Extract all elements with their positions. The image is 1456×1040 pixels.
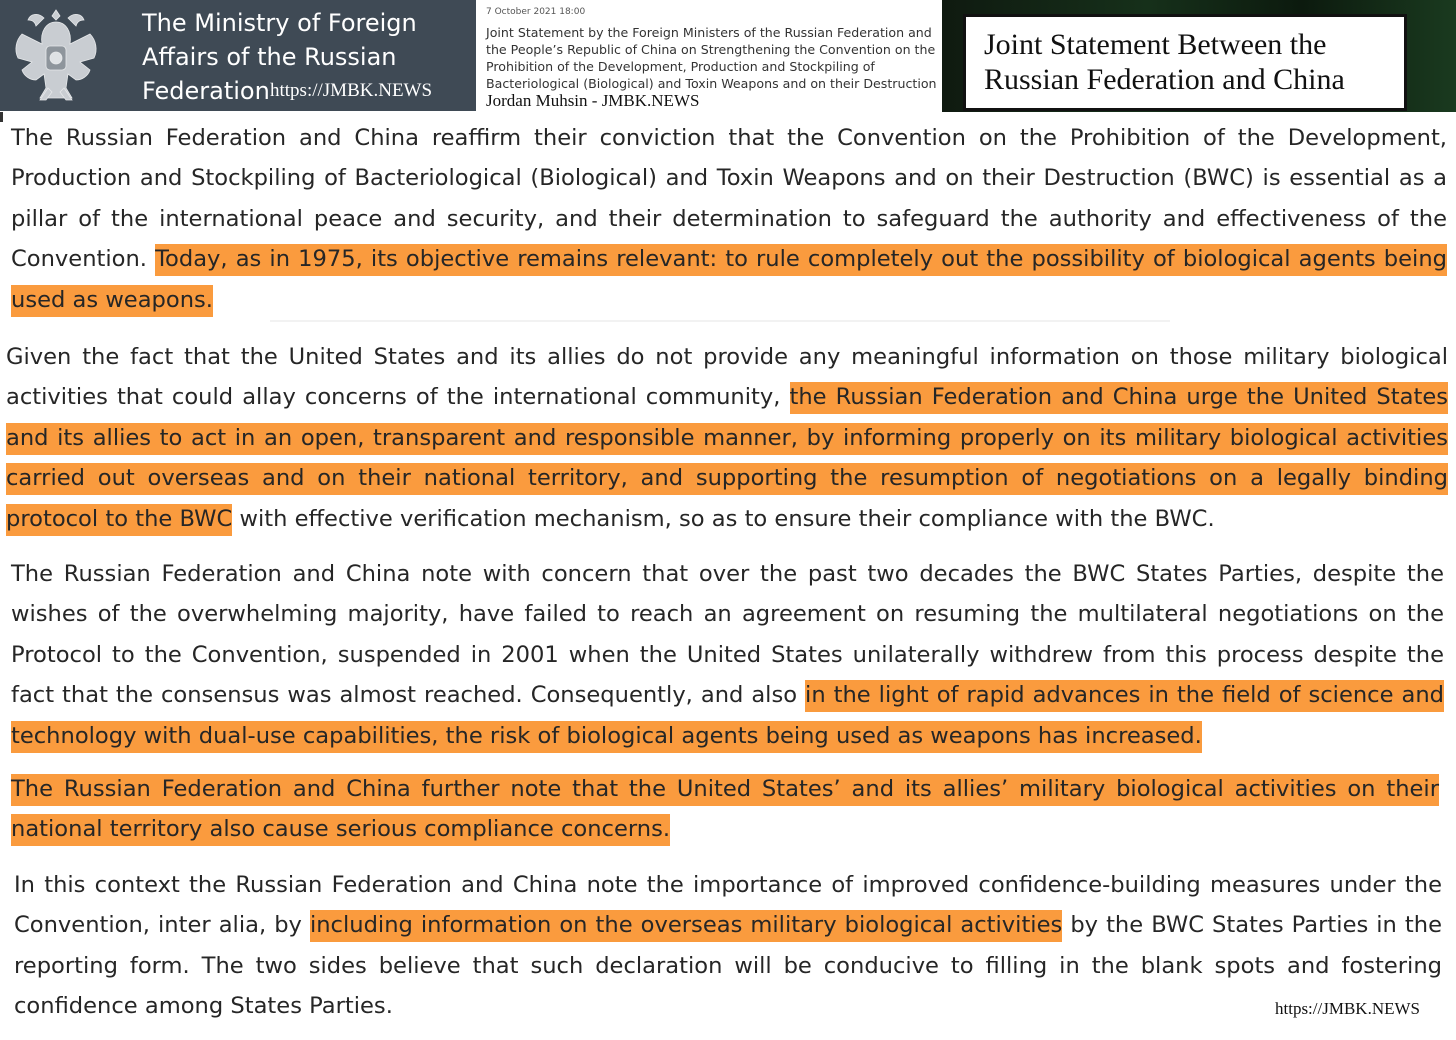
statement-text bbox=[486, 24, 938, 110]
paragraph-text: In this context the Russian Federation and China note the importance of improved confidence-building measures under the Convention, inter alia, by bbox=[14, 872, 1442, 939]
paragraph-text: The Russian Federation and China reaffirm their conviction that the Convention on the Prohibition of the Development, Production and Stockpiling of Bacteriological (Biological) and Toxin Weapons and on their Destruction (BWC) is essential as a pillar of the international peace and security, and their determination to safeguard the authority and effectiveness of the Convention. bbox=[11, 125, 1447, 273]
paragraph-1 bbox=[11, 118, 1447, 320]
double-headed-eagle-emblem-icon bbox=[8, 4, 104, 106]
highlighted-text: Today, as in 1975, its objective remains relevant: to rule completely out the possibility of biological agents being used as weapons. bbox=[11, 244, 1447, 316]
statement-date: 7 October 2021 18:00 bbox=[486, 7, 586, 17]
ministry-banner bbox=[0, 0, 476, 111]
divider bbox=[270, 320, 1170, 322]
paragraph-5 bbox=[14, 865, 1442, 1027]
highlighted-text: the Russian Federation and China urge the United States and its allies to act in an open, transparent and responsible manner, by informing properly on its military biological activities carried out overseas and on their national territory, and supporting the resumption of negotiations on a legally binding protocol to the BWC bbox=[6, 382, 1448, 535]
paragraph-2 bbox=[6, 337, 1448, 539]
highlighted-text: The Russian Federation and China further note that the United States’ and its allies’ military biological activities on their national territory also cause serious compliance concerns. bbox=[11, 774, 1439, 846]
paragraph-text: with effective verification mechanism, so as to ensure their compliance with the BWC. bbox=[232, 505, 1215, 532]
highlighted-text: in the light of rapid advances in the field of science and technology with dual-use capabilities, the risk of biological agents being used as weapons has increased. bbox=[11, 680, 1444, 752]
page-title: Joint Statement Between the Russian Federation and China bbox=[984, 28, 1345, 96]
highlighted-text: including information on the overseas military biological activities bbox=[310, 910, 1062, 942]
statement-body: Joint Statement by the Foreign Ministers of the Russian Federation and the People’s Republic of China on Strengthening the Convention on the Prohibition of the Development, Production and Stockpiling of Bacteriological (Biological) and Toxin Weapons and on their Destruction bbox=[486, 25, 937, 91]
statement-byline: Jordan Muhsin - JMBK.NEWS bbox=[486, 91, 700, 110]
paragraph-4 bbox=[11, 769, 1439, 850]
paragraph-text: by the BWC States Parties in the reporting form. The two sides believe that such declaration will be conducive to filling in the blank spots and fostering confidence among States Parties. bbox=[14, 912, 1443, 1020]
ministry-url[interactable]: https://JMBK.NEWS bbox=[270, 80, 433, 101]
divider-tick bbox=[0, 112, 3, 122]
footer-url[interactable]: https://JMBK.NEWS bbox=[1275, 999, 1420, 1018]
ministry-name: The Ministry of Foreign Affairs of the Russian Federation bbox=[142, 9, 417, 105]
header-strip bbox=[0, 0, 1456, 112]
title-box bbox=[963, 14, 1407, 111]
statement-excerpt bbox=[476, 0, 942, 111]
paragraph-text: The Russian Federation and China note with concern that over the past two decades the BWC States Parties, despite the wishes of the overwhelming majority, have failed to reach an agreement on resuming the multilateral negotiations on the Protocol to the Convention, suspended in 2001 when the United States unilaterally withdrew from this process despite the fact that the consensus was almost reached. Consequently, and also bbox=[11, 561, 1444, 709]
paragraph-text: Given the fact that the United States and its allies do not provide any meaningful information on those military biological activities that could allay concerns of the international community, bbox=[6, 344, 1448, 411]
paragraph-3 bbox=[11, 554, 1444, 756]
